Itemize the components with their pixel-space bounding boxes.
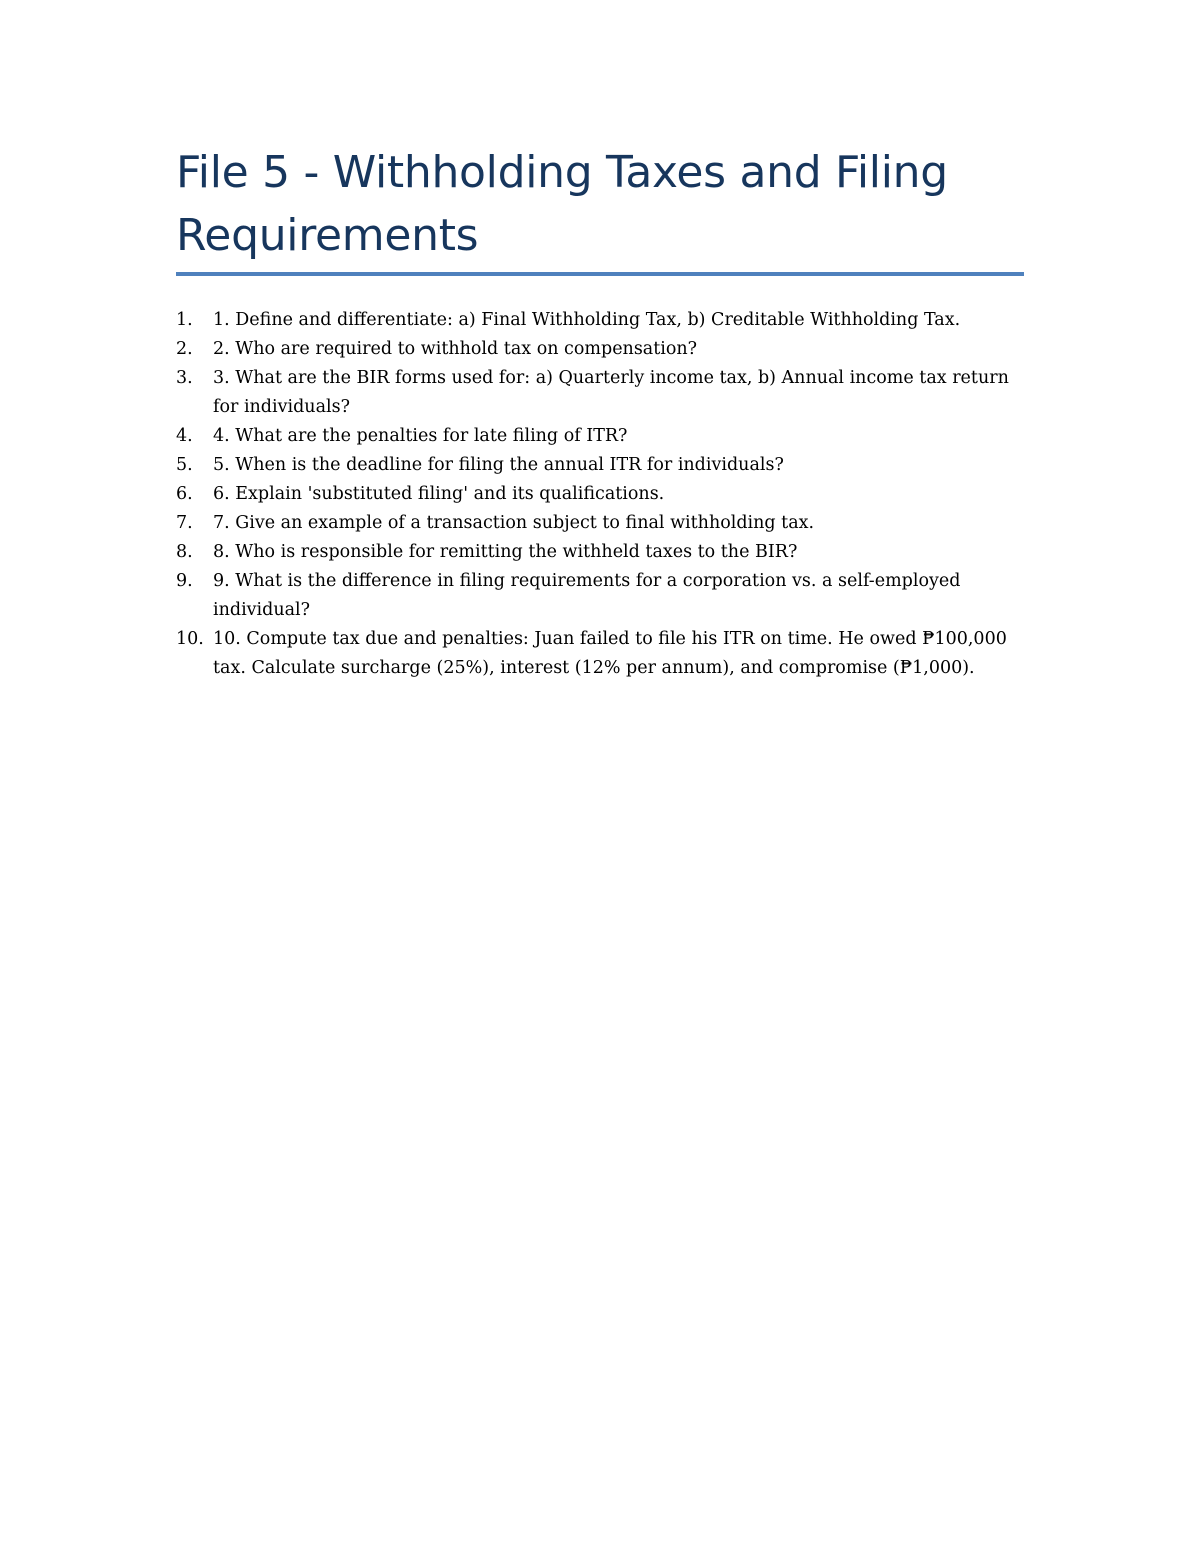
list-item [176,306,1016,335]
list-item [176,451,1016,480]
question-text: 5. When is the deadline for filing the annual ITR for individuals? [213,455,784,475]
list-number: 4. [176,426,193,446]
question-text: 10. Compute tax due and penalties: Juan failed to file his ITR on time. He owed ₱100,000 tax. Calculate surcharge (25%), interest (12% per annum), and compromise (₱1,000). [213,629,1007,678]
document-title: File 5 - Withholding Taxes and Filing Requirements [176,147,948,261]
question-list [176,306,1016,683]
question-text: 9. What is the difference in filing requirements for a corporation vs. a self-employed individual? [213,571,961,620]
list-item [176,625,1016,683]
question-text: 1. Define and differentiate: a) Final Withholding Tax, b) Creditable Withholding Tax. [213,310,961,330]
list-item [176,538,1016,567]
list-number: 9. [176,571,193,591]
list-item [176,480,1016,509]
list-item [176,364,1016,422]
list-number: 8. [176,542,193,562]
question-text: 2. Who are required to withhold tax on compensation? [213,339,698,359]
list-number: 5. [176,455,193,475]
list-number: 1. [176,310,193,330]
question-text: 3. What are the BIR forms used for: a) Quarterly income tax, b) Annual income tax return for individuals? [213,368,1009,417]
list-item [176,509,1016,538]
question-text: 7. Give an example of a transaction subject to final withholding tax. [213,513,815,533]
list-number: 6. [176,484,193,504]
question-text: 6. Explain 'substituted filing' and its qualifications. [213,484,665,504]
list-item [176,335,1016,364]
list-item [176,422,1016,451]
question-text: 4. What are the penalties for late filing of ITR? [213,426,628,446]
list-number: 10. [176,629,204,649]
question-text: 8. Who is responsible for remitting the withheld taxes to the BIR? [213,542,798,562]
list-number: 7. [176,513,193,533]
list-number: 2. [176,339,193,359]
list-number: 3. [176,368,193,388]
list-item [176,567,1016,625]
title-underline [176,272,1024,276]
